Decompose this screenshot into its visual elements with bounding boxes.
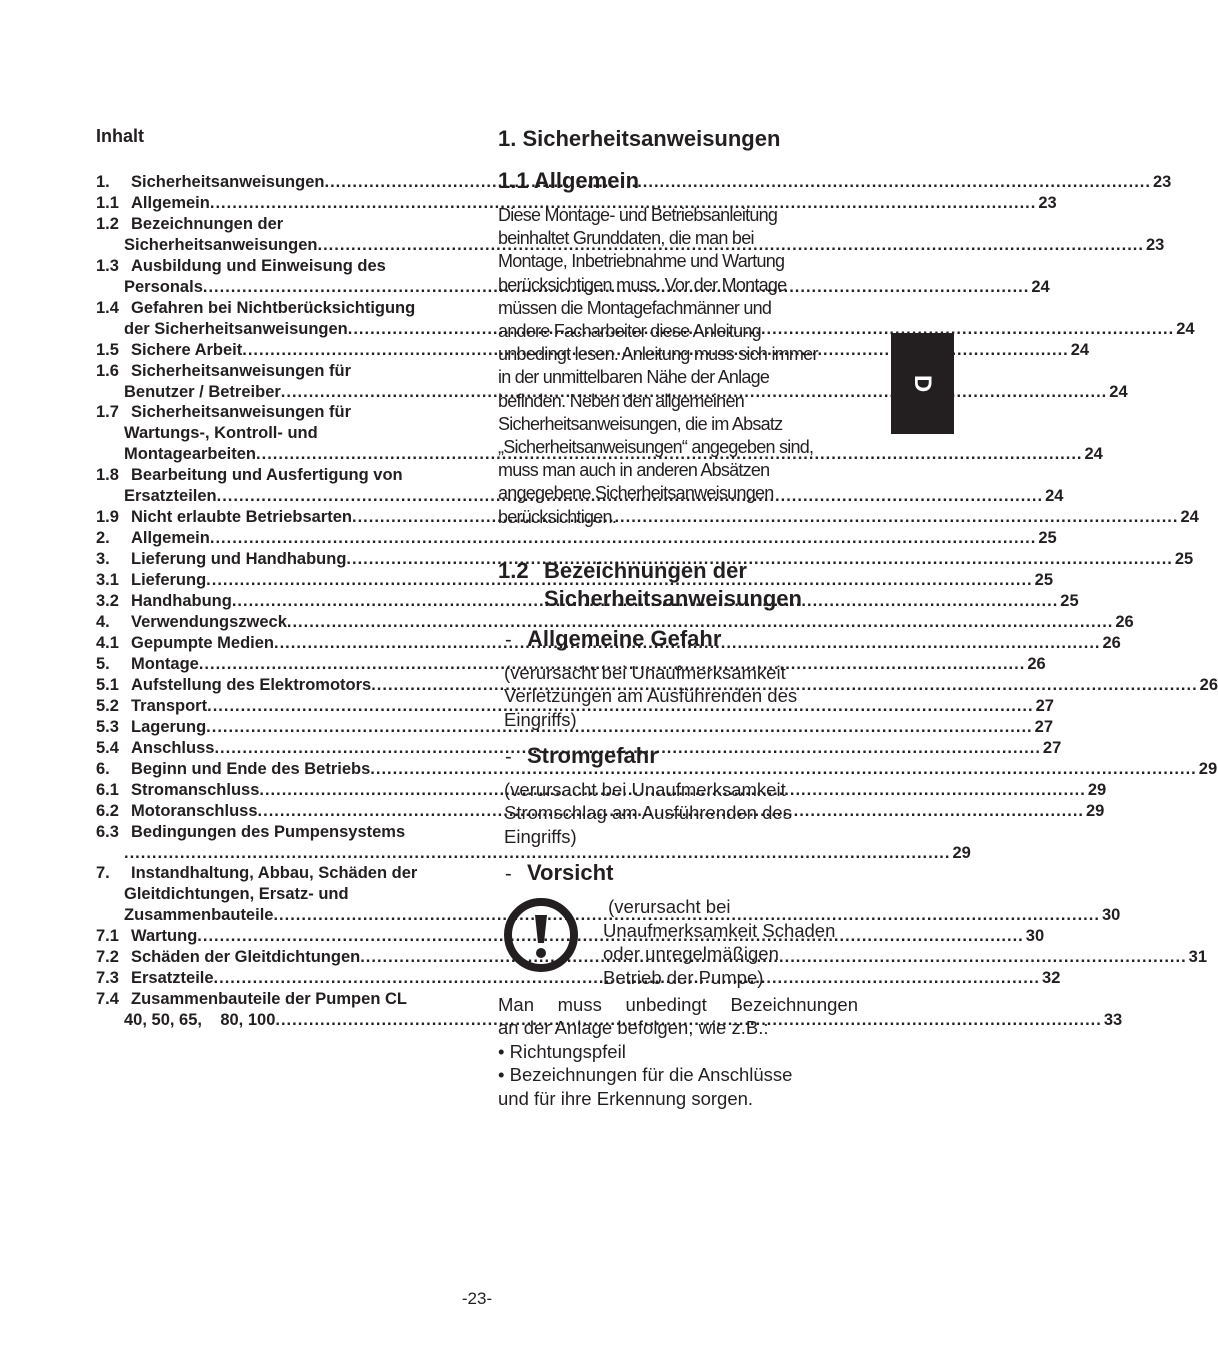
section-1-1-line: befinden. Neben den allgemeinen [498, 390, 744, 411]
toc-entry-number: 1.2 [96, 214, 119, 233]
toc-entry-title: Personals [124, 277, 203, 296]
toc-line [96, 193, 1057, 214]
dash-marker: - [505, 628, 512, 651]
general-hazard-title: Allgemeine Gefahr [527, 625, 722, 651]
toc-page-number: 24 [1109, 382, 1128, 401]
toc-entry-number: 5.4 [96, 738, 119, 757]
toc-entry-title: Gepumpte Medien [131, 633, 275, 652]
toc-entry-number: 7.2 [96, 948, 119, 967]
toc-entry-title: Verwendungszweck [131, 613, 287, 632]
section-1-1-line: in der unmittelbaren Nähe der Anlage [498, 367, 770, 388]
closing-line: an der Anlage befolgen, wie z.B.: [498, 1017, 769, 1039]
toc-entry-number: 4.1 [96, 633, 119, 652]
caution-heading [505, 858, 858, 889]
closing-bullet: • Richtungspfeil [498, 1040, 626, 1062]
toc-entry-number: 5.2 [96, 696, 119, 715]
toc-entry [96, 612, 1134, 633]
toc-entry-number: 6.2 [96, 801, 119, 820]
electric-hazard-line: (verursacht bei Unaufmerksamkeit [504, 779, 786, 801]
toc-page-number: 24 [1180, 508, 1199, 527]
caution-line: (verursacht bei [603, 896, 731, 918]
toc-line [96, 612, 1134, 633]
toc-line [96, 256, 454, 277]
general-hazard-line: Eingriffs) [504, 708, 577, 730]
toc-entry-title: Schäden der Gleitdichtungen [131, 948, 361, 967]
toc-entry-title: Lieferung und Handhabung [131, 550, 347, 569]
toc-entry-number: 1.8 [96, 466, 119, 485]
toc-entry-title: Wartungs-, Kontroll- und [124, 424, 318, 443]
language-side-tab [891, 333, 954, 434]
toc-entry-title: Bezeichnungen der [131, 214, 284, 233]
section-1-1-line: Montage, Inbetriebnahme und Wartung [498, 251, 785, 272]
toc-title: Inhalt [96, 126, 144, 146]
section-1-1-body [498, 204, 858, 529]
toc-entry-title: Sicherheitsanweisungen [131, 173, 325, 191]
toc-entry-number: 3.1 [96, 571, 119, 590]
toc-entry-title: Sichere Arbeit [131, 340, 243, 359]
general-hazard-description [504, 661, 858, 731]
toc-page-number: 29 [1198, 759, 1218, 778]
toc-entry-title: Instandhaltung, Abbau, Schäden der [131, 864, 418, 883]
toc-page-number: 30 [1101, 906, 1121, 925]
closing-paragraph [498, 993, 858, 1110]
caution-line: oder unregelmäßigen [603, 943, 779, 965]
toc-page-number: 25 [1038, 529, 1057, 548]
toc-page-number: 26 [1027, 654, 1046, 673]
electric-hazard-description [504, 778, 858, 848]
toc-page-number: 30 [1025, 927, 1045, 946]
toc-page-number: 33 [1103, 1011, 1123, 1030]
toc-entry-title: Ausbildung und Einweisung des [131, 256, 386, 275]
electric-hazard-heading [505, 741, 858, 772]
toc-entry-number: 2. [96, 529, 110, 548]
caution-block [498, 895, 858, 989]
toc-entry-title: Bedingungen des Pumpensystems [131, 822, 406, 841]
section-1-1-line: „Sicherheitsanweisungen“ angegeben sind, [498, 437, 814, 458]
toc-entry-title: Ersatzteile [131, 969, 214, 988]
toc-entry-title: Sicherheitsanweisungen [124, 235, 318, 254]
section-1-1-line: unbedingt lesen. Anleitung muss sich immer [498, 344, 818, 365]
page-number: -23- [461, 1289, 493, 1308]
toc-entry-title: Montagearbeiten [124, 445, 257, 464]
dash-marker: - [505, 746, 512, 769]
toc-entry-title: Gleitdichtungen, Ersatz- und [124, 885, 349, 904]
language-tab-label: D [909, 374, 937, 393]
electric-hazard-line: Stromschlag am Ausführenden des [504, 802, 792, 824]
toc-page-number: 25 [1060, 592, 1079, 611]
toc-page-number: 24 [1045, 487, 1064, 506]
toc-page-number: 24 [1176, 319, 1195, 338]
toc-entry-title: Benutzer / Betreiber [124, 382, 281, 401]
toc-line [96, 402, 454, 423]
toc-page-number: 29 [1086, 801, 1105, 820]
section-1-1-line: Sicherheitsanweisungen, die im Absatz [498, 413, 783, 434]
toc-entry-number: 7. [96, 864, 110, 883]
dash-marker: - [505, 863, 512, 886]
closing-bullet: • Bezeichnungen für die Anschlüsse [498, 1064, 793, 1086]
toc-entry-number: 7.1 [96, 927, 119, 946]
section-1-2-title-line1: Bezeichnungen der [544, 557, 747, 583]
toc-entry-title: Zusammenbauteile der Pumpen CL [131, 990, 407, 1009]
section-1-1-line: berücksichtigen. [498, 506, 617, 527]
toc-entry-number: 3.2 [96, 592, 119, 611]
toc-entry [96, 759, 1218, 780]
toc-page-number: 24 [1084, 445, 1103, 464]
toc-entry-number: 1.9 [96, 508, 119, 527]
toc-page-number: 25 [1034, 571, 1053, 590]
toc-page-number: 27 [1035, 696, 1054, 715]
toc-entry-title: der Sicherheitsanweisungen [124, 319, 348, 338]
toc-page-number: 27 [1034, 717, 1053, 736]
toc-entry-title: Wartung [131, 927, 198, 946]
toc-page-number: 23 [1145, 235, 1165, 254]
general-hazard-line: (verursacht bei Unaufmerksamkeit [504, 661, 786, 683]
toc-line [96, 465, 454, 486]
toc-line [96, 423, 454, 444]
toc-entry [96, 528, 1057, 549]
toc-entry-number: 1.5 [96, 340, 119, 359]
section-1-1-line: angegebene Sicherheitsanweisungen [498, 483, 774, 504]
section-1-1-line: Diese Montage- und Betriebsanleitung [498, 205, 778, 225]
toc-entry-title: Nicht erlaubte Betriebsarten [131, 508, 352, 527]
toc-entry-title: Bearbeitung und Ausfertigung von [131, 466, 403, 485]
toc-entry-number: 5. [96, 654, 110, 673]
toc-entry-number: 7.3 [96, 969, 119, 988]
toc-page-number: 24 [1070, 340, 1090, 359]
toc-entry-title: Lieferung [131, 571, 207, 590]
closing-line: Man muss unbedingt Bezeichnungen [498, 993, 858, 1015]
toc-page-number: 26 [1115, 613, 1134, 632]
section-1-2-heading [498, 557, 858, 614]
toc-line [96, 863, 454, 884]
toc-entry-number: 1. [96, 173, 110, 191]
toc-entry-title: Aufstellung des Elektromotors [131, 675, 372, 694]
section-1-1-line: muss man auch in anderen Absätzen [498, 460, 770, 481]
toc-entry-number: 5.1 [96, 675, 119, 694]
general-hazard-heading [505, 624, 858, 655]
toc-entry-number: 7.4 [96, 990, 119, 1009]
toc-entry-title: Transport [131, 696, 208, 715]
toc-entry-number: 6.1 [96, 780, 119, 799]
toc-entry-number: 1.3 [96, 256, 119, 275]
toc-line [96, 822, 454, 843]
toc-page-number: 31 [1188, 948, 1208, 967]
exclamation-circle-icon [502, 895, 580, 973]
toc-page-number: 29 [1087, 780, 1107, 799]
main-content [498, 124, 858, 1110]
toc-page-number: 24 [1031, 277, 1050, 296]
caution-line: Betrieb der Pumpe) [603, 966, 764, 988]
toc-page-number: 25 [1174, 550, 1194, 569]
toc-entry-title: Allgemein [131, 529, 210, 548]
toc-entry-title: Beginn und Ende des Betriebs [131, 759, 371, 778]
section-1-2-number: 1.2 [498, 557, 529, 583]
section-1-heading: 1. Sicherheitsanweisungen [498, 126, 781, 151]
toc-page-number: 23 [1038, 193, 1057, 212]
toc-entry-number: 4. [96, 613, 110, 632]
toc-line [96, 298, 454, 319]
caution-title: Vorsicht [527, 860, 614, 886]
toc-entry-title: Sicherheitsanweisungen für [131, 403, 352, 422]
toc-page-number: 23 [1152, 173, 1172, 191]
toc-line [96, 989, 454, 1010]
toc-entry [96, 193, 1057, 214]
toc-entry-number: 1.4 [96, 298, 119, 317]
toc-line [96, 759, 1218, 780]
toc-entry-number: 1.6 [96, 361, 119, 380]
toc-line [96, 361, 454, 382]
toc-page-number: 26 [1102, 633, 1121, 652]
toc-entry-title: Allgemein [131, 193, 210, 212]
toc-entry-title: 40, 50, 65, 80, 100 [124, 1011, 276, 1030]
toc-entry-number: 5.3 [96, 717, 119, 736]
toc-entry-title: Sicherheitsanweisungen für [131, 361, 352, 380]
caution-line: Unaufmerksamkeit Schaden [603, 919, 836, 941]
toc-page-number: 27 [1042, 738, 1062, 757]
toc-entry-title: Stromanschluss [131, 780, 260, 799]
electric-hazard-title: Stromgefahr [527, 743, 658, 769]
toc-entry-title: Lagerung [131, 717, 207, 736]
section-1-2-title-line2: Sicherheitsanweisungen [544, 586, 802, 612]
toc-entry-title: Ersatzteilen [124, 487, 217, 506]
general-hazard-line: Verletzungen am Ausführenden des [504, 685, 798, 707]
toc-entry-title: Zusammenbauteile [124, 906, 274, 925]
section-1-1-line: berücksichtigen muss. Vor der Montage [498, 274, 787, 295]
toc-page-number: 26 [1199, 675, 1218, 694]
toc-entry-number: 3. [96, 550, 110, 569]
section-1-1-line: beinhaltet Grunddaten, die man bei [498, 228, 754, 249]
toc-entry-title: Montage [131, 654, 199, 673]
toc-page-number: 32 [1042, 969, 1061, 988]
toc-entry-number: 1.7 [96, 403, 119, 422]
section-1-1-heading: 1.1 Allgemein [498, 168, 640, 193]
toc-page-number: 29 [952, 843, 971, 862]
toc-line [96, 884, 454, 905]
section-1-1-line: müssen die Montagefachmänner und [498, 297, 772, 318]
toc-entry-number: 6.3 [96, 822, 119, 841]
toc-entry-number: 6. [96, 759, 110, 778]
toc-entry-title: Gefahren bei Nichtberücksichtigung [131, 298, 416, 317]
closing-line: und für ihre Erkennung sorgen. [498, 1087, 754, 1109]
toc-line [96, 843, 971, 864]
electric-hazard-line: Eingriffs) [504, 825, 577, 847]
toc-entry-title: Motoranschluss [131, 801, 258, 820]
caution-description [599, 895, 835, 989]
toc-line [96, 214, 454, 235]
section-1-1-line: andere Facharbeiter diese Anleitung [498, 321, 761, 342]
toc-line [96, 528, 1057, 549]
toc-entry-title: Handhabung [131, 592, 232, 611]
toc-entry-title: Anschluss [131, 738, 215, 757]
toc-entry-number: 1.1 [96, 193, 119, 212]
